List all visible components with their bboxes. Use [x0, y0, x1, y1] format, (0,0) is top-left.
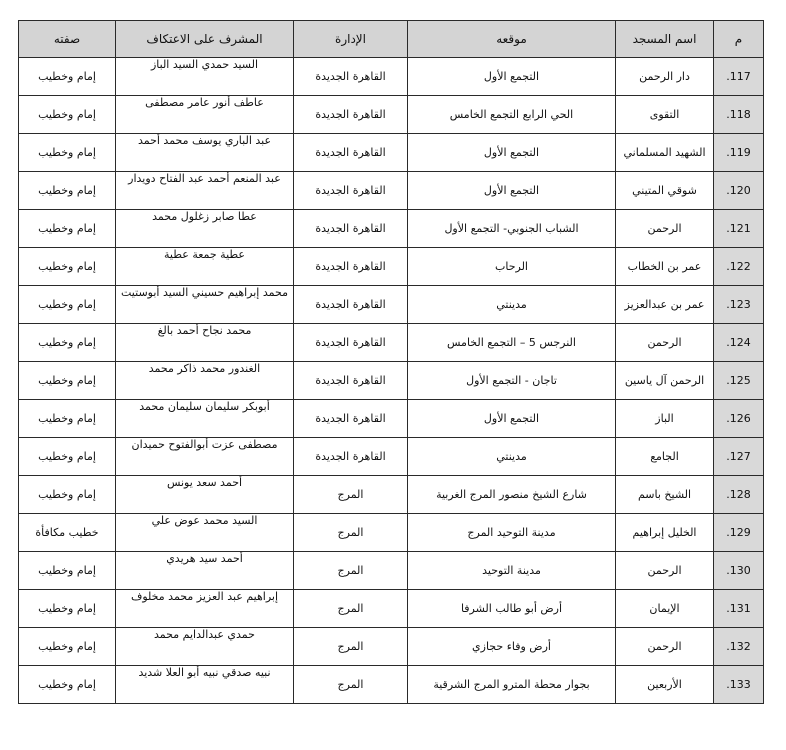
mosque-name: الأربعين	[616, 666, 714, 704]
mosque-name: الباز	[616, 400, 714, 438]
administration: القاهرة الجديدة	[294, 362, 408, 400]
mosque-location: التجمع الأول	[408, 58, 616, 96]
supervisor-role: إمام وخطيب	[19, 324, 116, 362]
supervisor-role: خطيب مكافأة	[19, 514, 116, 552]
mosque-name: الجامع	[616, 438, 714, 476]
administration: المرج	[294, 476, 408, 514]
supervisor-name: حمدي عبدالدايم محمد	[116, 628, 294, 666]
table-row	[19, 134, 764, 172]
supervisor-name: السيد محمد عوض علي	[116, 514, 294, 552]
row-number: .119	[714, 134, 764, 172]
supervisor-role: إمام وخطيب	[19, 476, 116, 514]
table-row	[19, 400, 764, 438]
mosque-location: النرجس 5 – التجمع الخامس	[408, 324, 616, 362]
row-number: .125	[714, 362, 764, 400]
mosque-location: أرض وفاء حجازي	[408, 628, 616, 666]
header-number: م	[714, 21, 764, 58]
mosque-name: دار الرحمن	[616, 58, 714, 96]
administration: القاهرة الجديدة	[294, 58, 408, 96]
mosque-location: أرض أبو طالب الشرفا	[408, 590, 616, 628]
supervisor-name: عطا صابر زغلول محمد	[116, 210, 294, 248]
mosque-location: الحي الرابع التجمع الخامس	[408, 96, 616, 134]
mosque-name: الإيمان	[616, 590, 714, 628]
table-row	[19, 58, 764, 96]
table-header-row	[19, 21, 764, 58]
supervisor-role: إمام وخطيب	[19, 438, 116, 476]
header-administration: الإدارة	[294, 21, 408, 58]
table-row	[19, 476, 764, 514]
mosque-name: الشهيد المسلماني	[616, 134, 714, 172]
mosque-name: الرحمن	[616, 628, 714, 666]
administration: القاهرة الجديدة	[294, 286, 408, 324]
table-row	[19, 324, 764, 362]
mosque-location: تاجان - التجمع الأول	[408, 362, 616, 400]
row-number: .127	[714, 438, 764, 476]
mosque-name: الرحمن	[616, 210, 714, 248]
mosque-name: عمر بن الخطاب	[616, 248, 714, 286]
administration: القاهرة الجديدة	[294, 96, 408, 134]
administration: المرج	[294, 552, 408, 590]
table-row	[19, 590, 764, 628]
administration: المرج	[294, 590, 408, 628]
row-number: .132	[714, 628, 764, 666]
supervisor-name: الغندور محمد ذاكر محمد	[116, 362, 294, 400]
administration: القاهرة الجديدة	[294, 400, 408, 438]
row-number: .128	[714, 476, 764, 514]
administration: المرج	[294, 666, 408, 704]
administration: المرج	[294, 628, 408, 666]
table-row	[19, 210, 764, 248]
supervisor-name: محمد نجاح أحمد بالغ	[116, 324, 294, 362]
administration: القاهرة الجديدة	[294, 134, 408, 172]
table-row	[19, 438, 764, 476]
supervisor-name: عاطف أنور عامر مصطفى	[116, 96, 294, 134]
mosque-location: مدينتي	[408, 286, 616, 324]
administration: القاهرة الجديدة	[294, 210, 408, 248]
table-row	[19, 248, 764, 286]
supervisor-role: إمام وخطيب	[19, 96, 116, 134]
supervisor-role: إمام وخطيب	[19, 248, 116, 286]
header-location: موقعه	[408, 21, 616, 58]
header-mosque-name: اسم المسجد	[616, 21, 714, 58]
row-number: .129	[714, 514, 764, 552]
supervisor-role: إمام وخطيب	[19, 58, 116, 96]
mosque-location: التجمع الأول	[408, 134, 616, 172]
supervisor-role: إمام وخطيب	[19, 666, 116, 704]
row-number: .124	[714, 324, 764, 362]
table-row	[19, 362, 764, 400]
mosque-location: شارع الشيخ منصور المرج الغربية	[408, 476, 616, 514]
row-number: .130	[714, 552, 764, 590]
supervisor-name: أبوبكر سليمان سليمان محمد	[116, 400, 294, 438]
table-row	[19, 286, 764, 324]
header-supervisor: المشرف على الاعتكاف	[116, 21, 294, 58]
supervisor-name: أحمد سعد يونس	[116, 476, 294, 514]
supervisor-name: السيد حمدي السيد الباز	[116, 58, 294, 96]
mosque-name: التقوى	[616, 96, 714, 134]
mosque-name: الشيخ باسم	[616, 476, 714, 514]
row-number: .123	[714, 286, 764, 324]
row-number: .131	[714, 590, 764, 628]
mosque-name: الرحمن آل ياسين	[616, 362, 714, 400]
mosque-name: الخليل إبراهيم	[616, 514, 714, 552]
header-role: صفته	[19, 21, 116, 58]
table-row	[19, 552, 764, 590]
row-number: .126	[714, 400, 764, 438]
supervisor-role: إمام وخطيب	[19, 134, 116, 172]
mosque-location: الشباب الجنوبي- التجمع الأول	[408, 210, 616, 248]
mosque-name: الرحمن	[616, 324, 714, 362]
row-number: .118	[714, 96, 764, 134]
administration: المرج	[294, 514, 408, 552]
table-row	[19, 628, 764, 666]
administration: القاهرة الجديدة	[294, 438, 408, 476]
supervisor-name: عبد الباري يوسف محمد أحمد	[116, 134, 294, 172]
table-row	[19, 96, 764, 134]
row-number: .120	[714, 172, 764, 210]
mosque-name: الرحمن	[616, 552, 714, 590]
supervisor-name: عبد المنعم أحمد عبد الفتاح دويدار	[116, 172, 294, 210]
mosque-location: مدينتي	[408, 438, 616, 476]
supervisor-name: عطية جمعة عطية	[116, 248, 294, 286]
mosques-table	[18, 20, 764, 704]
mosque-location: مدينة التوحيد المرج	[408, 514, 616, 552]
supervisor-role: إمام وخطيب	[19, 400, 116, 438]
mosque-location: بجوار محطة المترو المرج الشرقية	[408, 666, 616, 704]
row-number: .121	[714, 210, 764, 248]
administration: القاهرة الجديدة	[294, 172, 408, 210]
supervisor-role: إمام وخطيب	[19, 172, 116, 210]
supervisor-name: إبراهيم عبد العزيز محمد مخلوف	[116, 590, 294, 628]
mosque-name: عمر بن عبدالعزيز	[616, 286, 714, 324]
supervisor-role: إمام وخطيب	[19, 552, 116, 590]
row-number: .122	[714, 248, 764, 286]
table-row	[19, 514, 764, 552]
table-body	[19, 58, 764, 704]
supervisor-name: أحمد سيد هريدي	[116, 552, 294, 590]
mosque-name: شوقي المتيني	[616, 172, 714, 210]
mosque-location: مدينة التوحيد	[408, 552, 616, 590]
mosque-location: التجمع الأول	[408, 400, 616, 438]
administration: القاهرة الجديدة	[294, 248, 408, 286]
row-number: .117	[714, 58, 764, 96]
supervisor-name: محمد إبراهيم حسيني السيد أبوستيت	[116, 286, 294, 324]
supervisor-role: إمام وخطيب	[19, 590, 116, 628]
supervisor-name: نبيه صدقي نبيه أبو العلا شديد	[116, 666, 294, 704]
supervisor-role: إمام وخطيب	[19, 286, 116, 324]
supervisor-role: إمام وخطيب	[19, 210, 116, 248]
mosque-location: الرحاب	[408, 248, 616, 286]
row-number: .133	[714, 666, 764, 704]
supervisor-role: إمام وخطيب	[19, 628, 116, 666]
supervisor-role: إمام وخطيب	[19, 362, 116, 400]
table-row	[19, 172, 764, 210]
table-row	[19, 666, 764, 704]
administration: القاهرة الجديدة	[294, 324, 408, 362]
mosque-location: التجمع الأول	[408, 172, 616, 210]
supervisor-name: مصطفى عزت أبوالفتوح حميدان	[116, 438, 294, 476]
